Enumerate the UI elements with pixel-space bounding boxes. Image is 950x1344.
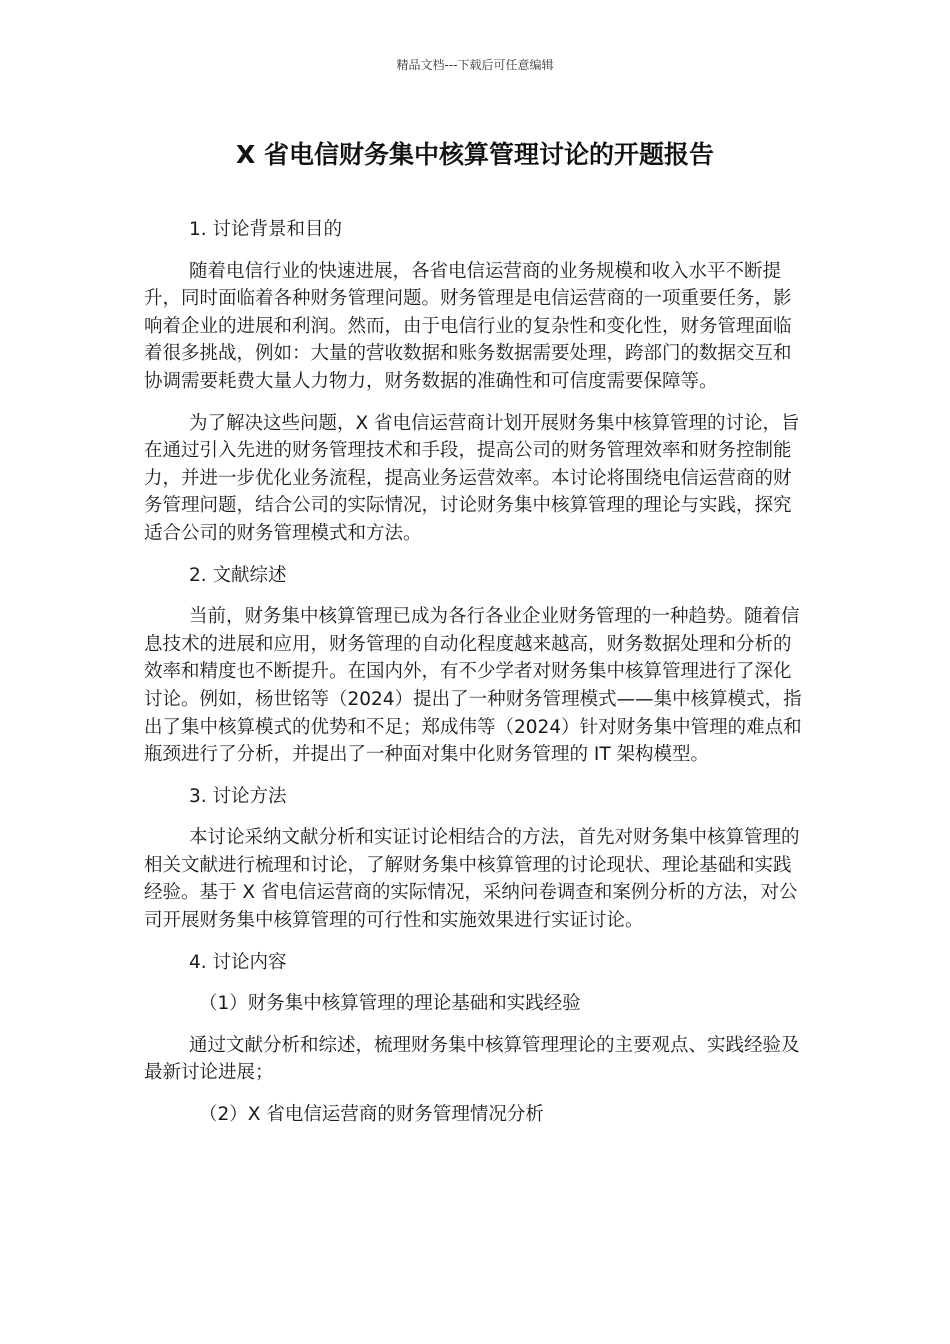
subsection-heading-theory: （1）财务集中核算管理的理论基础和实践经验 — [199, 993, 581, 1015]
paragraph-theory: 通过文献分析和综述，梳理财务集中核算管理理论的主要观点、实践经验及最新讨论进展； — [144, 1034, 800, 1084]
paragraph-methods: 本讨论采纳文献分析和实证讨论相结合的方法，首先对财务集中核算管理的相关文献进行梳理和讨论，了解财务集中核算管理的讨论现状、理论基础和实践经验。基于 X 省电信运营商的实际情况，采纳问卷调查和案例分析的方法，对公司开展财务集中核算管理的可行性和实施效果进行实证讨论。 — [144, 827, 800, 932]
section-heading-background: 1. 讨论背景和目的 — [189, 219, 343, 240]
paragraph-literature-review: 当前，财务集中核算管理已成为各行各业企业财务管理的一种趋势。随着信息技术的进展和应用，财务管理的自动化程度越来越高，财务数据处理和分析的效率和精度也不断提升。在国内外，有不少学者对财务集中核算管理进行了深化讨论。例如，杨世铭等（2024）提出了一种财务管理模式——集中核算模式，指出了集中核算模式的优势和不足；郑成伟等（2024）针对财务集中管理的难点和瓶颈进行了分析，并提出了一种面对集中化财务管理的 IT 架构模型。 — [144, 606, 802, 766]
subsection-heading-analysis: （2）X 省电信运营商的财务管理情况分析 — [199, 1104, 544, 1126]
section-heading-methods: 3. 讨论方法 — [189, 785, 287, 807]
document-title: X 省电信财务集中核算管理讨论的开题报告 — [236, 140, 714, 169]
paragraph-background-1: 随着电信行业的快速进展，各省电信运营商的业务规模和收入水平不断提升，同时面临着各种财务管理问题。财务管理是电信运营商的一项重要任务，影响着企业的进展和利润。然而，由于电信行业的复杂性和变化性，财务管理面临着很多挑战，例如：大量的营收数据和账务数据需要处理，跨部门的数据交互和协调需要耗费大量人力物力，财务数据的准确性和可信度需要保障等。 — [144, 260, 792, 392]
paragraph-background-2: 为了解决这些问题，X 省电信运营商计划开展财务集中核算管理的讨论，旨在通过引入先进的财务管理技术和手段，提高公司的财务管理效率和财务控制能力，并进一步优化业务流程，提高业务运营效率。本讨论将围绕电信运营商的财务管理问题，结合公司的实际情况，讨论财务集中核算管理的理论与实践，探究适合公司的财务管理模式和方法。 — [144, 412, 800, 544]
section-heading-literature-review: 2. 文献综述 — [189, 564, 287, 586]
document-body — [144, 216, 804, 1129]
section-heading-content: 4. 讨论内容 — [189, 951, 287, 973]
page-header-note: 精品文档---下载后可任意编辑 — [396, 58, 554, 72]
